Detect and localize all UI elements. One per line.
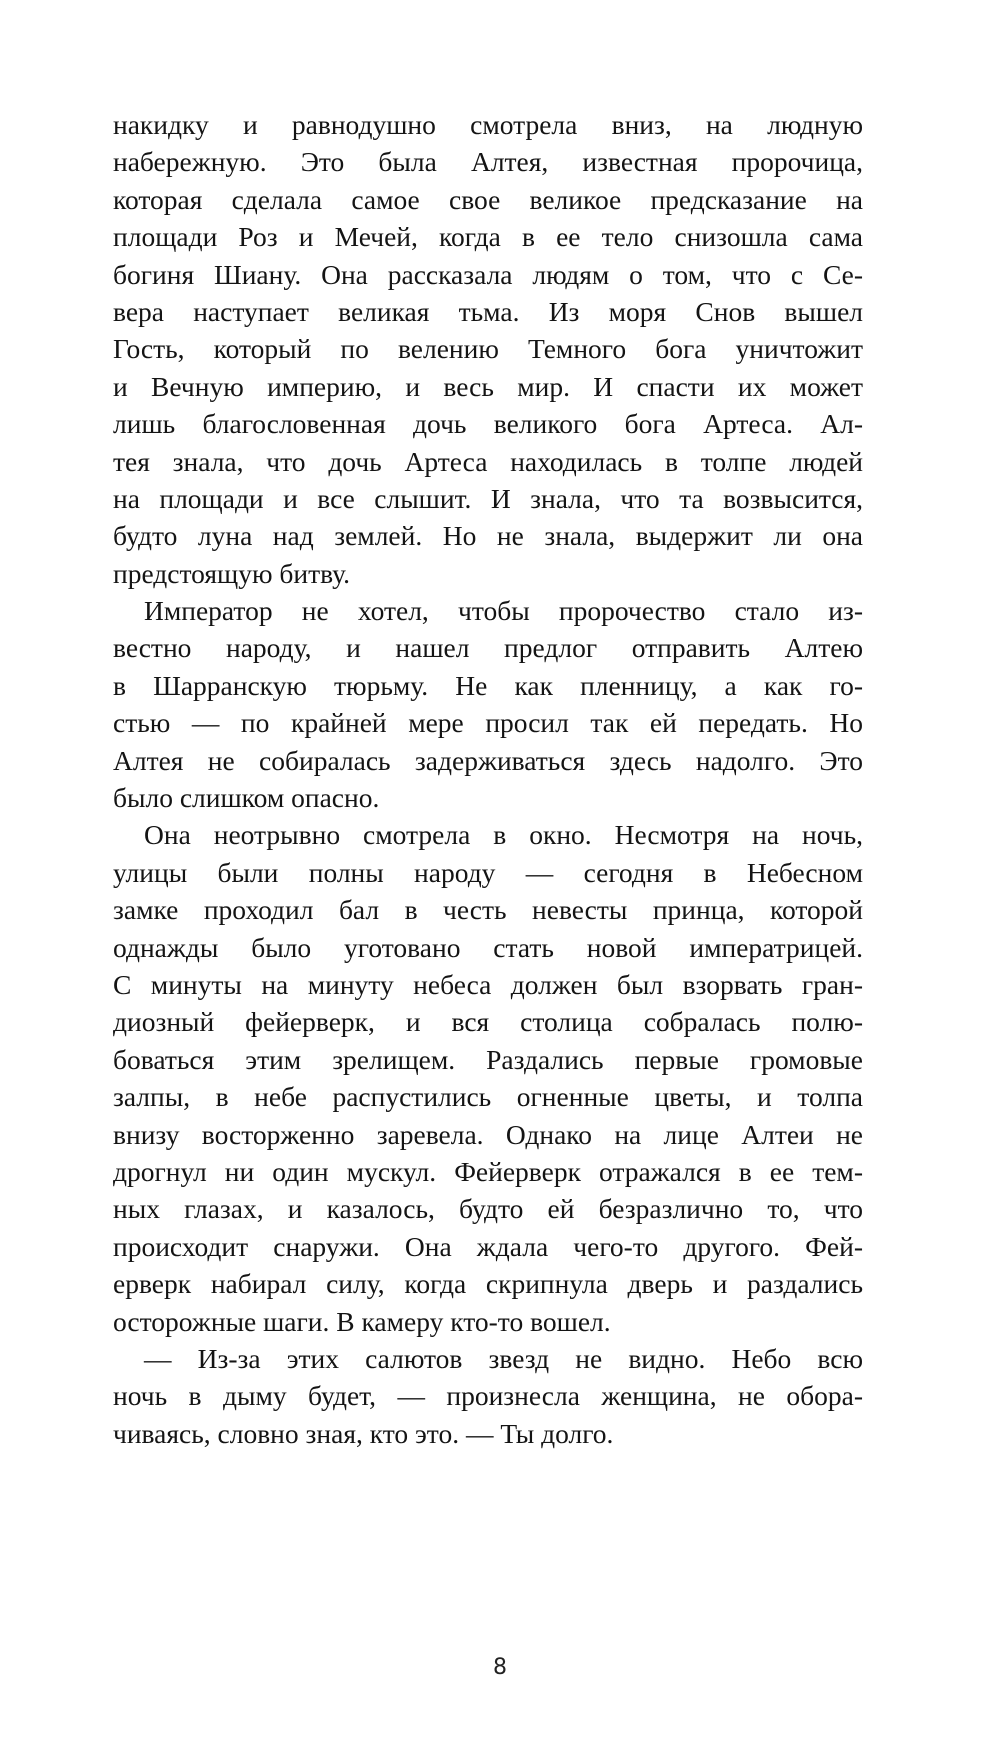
text-line: стью — по крайней мере просил так ей передать. Но [113,707,863,739]
page-number: 8 [493,1655,507,1680]
text-line: вера наступает великая тьма. Из моря Снов вышел [113,295,863,327]
text-line: было слишком опасно. [113,782,380,814]
text-line: ерверк набирал силу, когда скрипнула дверь и раздались [113,1268,863,1300]
text-line: однажды было уготовано стать новой императрицей. [113,931,863,963]
paragraph [113,106,863,592]
text-line: Император не хотел, чтобы пророчество стало из- [144,595,863,627]
text-line: Гость, который по велению Темного бога уничтожит [113,333,863,365]
text-line: улицы были полны народу — сегодня в Небесном [113,856,863,888]
text-line: вестно народу, и нашел предлог отправить Алтею [113,632,863,664]
text-line: замке проходил бал в честь невесты принца, которой [113,894,863,926]
text-line: набережную. Это была Алтея, известная пророчица, [113,146,863,178]
text-line: тея знала, что дочь Артеса находилась в толпе людей [113,445,863,477]
text-line: Она неотрывно смотрела в окно. Несмотря на ночь, [144,819,863,851]
text-line: ных глазах, и казалось, будто ей безразлично то, что [113,1193,863,1225]
text-line: залпы, в небе распустились огненные цветы, и толпа [113,1081,863,1113]
text-line: ночь в дыму будет, — произнесла женщина, не обора- [113,1380,863,1412]
paragraph [113,816,863,1339]
text-line: на площади и все слышит. И знала, что та возвысится, [113,482,863,514]
text-line: лишь благословенная дочь великого бога Артеса. Ал- [113,408,863,440]
text-line: осторожные шаги. В камеру кто-то вошел. [113,1305,611,1337]
paragraph [113,592,863,816]
text-line: предстоящую битву. [113,557,351,589]
text-line: и Вечную империю, и весь мир. И спасти их может [113,370,863,402]
text-line: происходит снаружи. Она ждала чего-то другого. Фей- [113,1230,863,1262]
text-line: богиня Шиану. Она рассказала людям о том, что с Се- [113,258,863,290]
text-line: С минуты на минуту небеса должен был взорвать гран- [113,968,863,1000]
text-line: накидку и равнодушно смотрела вниз, на людную [113,109,863,140]
text-line: дрогнул ни один мускул. Фейерверк отражался в ее тем- [113,1155,863,1187]
text-line: диозный фейерверк, и вся столица собралась полю- [113,1006,863,1038]
text-line: будто луна над землей. Но не знала, выдержит ли она [113,520,863,552]
text-line: которая сделала самое свое великое предсказание на [113,183,863,215]
text-line: чиваясь, словно зная, кто это. — Ты долго. [113,1417,614,1449]
text-line: внизу восторженно заревела. Однако на лице Алтеи не [113,1118,863,1150]
body-text [113,106,863,1452]
paragraph [113,1340,863,1452]
text-line: площади Роз и Мечей, когда в ее тело снизошла сама [113,221,863,253]
text-line: Алтея не собиралась задерживаться здесь надолго. Это [113,744,863,776]
text-line: в Шарранскую тюрьму. Не как пленницу, а как го- [113,669,863,701]
text-line: боваться этим зрелищем. Раздались первые громовые [113,1043,863,1075]
text-line: — Из-за этих салютов звезд не видно. Небо всю [144,1342,863,1374]
